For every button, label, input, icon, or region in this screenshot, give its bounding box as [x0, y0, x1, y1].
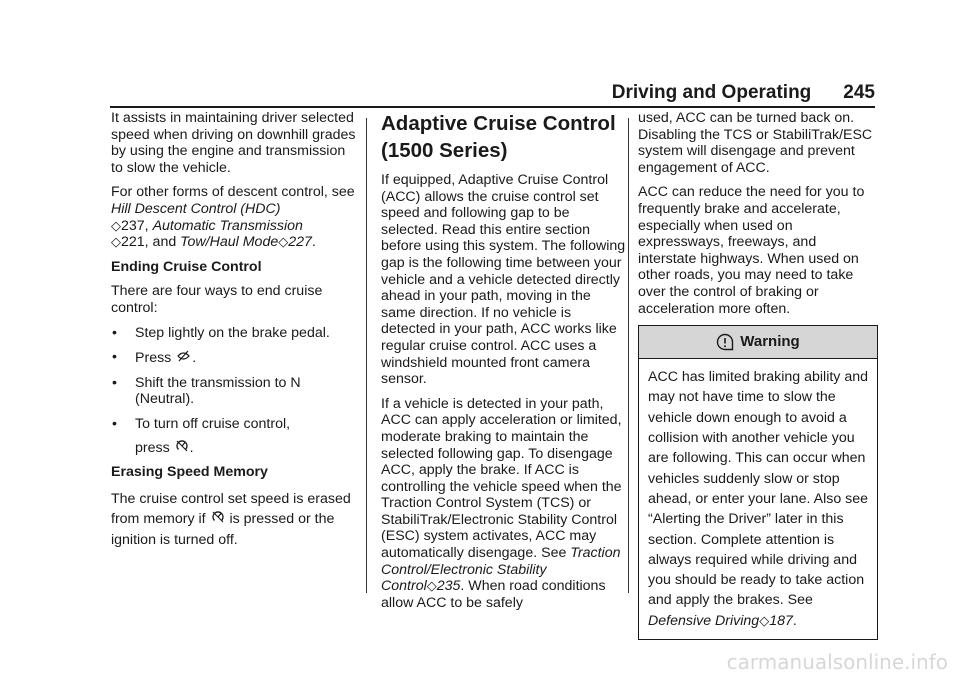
- acc-braking-paragraph: If a vehicle is detected in your path, ACC can apply acceleration or limited, moderate braking to maintain the selected following gap. To disengage ACC, apply the brake. If ACC is controlling the vehicle speed when the Traction Control System (TCS) or StabiliTrak/Electronic Stability Control (ESC) system activates, ACC may automatically disengage. See Traction Control/Electronic Stability Control◇235. When road conditions allow ACC to be safely: [381, 395, 622, 611]
- column-3: [638, 110, 878, 640]
- ending-cruise-heading: Ending Cruise Control: [111, 258, 262, 275]
- bullet-dot: •: [112, 374, 117, 391]
- warning-body: ACC has limited braking ability and may not have time to slow the vehicle down enough to avoid a collision with another vehicle you are following. This can occur when vehicles suddenly slow or stop ahead, or enter your lane. Also see “Alerting the Driver” later in this section. Complete attention is always required while driving and you should be ready to take action and apply the brakes. See Defensive Driving◇187.: [648, 369, 869, 629]
- column-2: [381, 110, 626, 619]
- page-ref-221: 221: [121, 234, 145, 251]
- link-traction-control[interactable]: Traction Control/Electronic Stability Control: [381, 545, 621, 595]
- column-divider-1: [366, 118, 367, 593]
- descent-paragraph: It assists in maintaining driver selected speed when driving on downhill grades by using the engine and transmission to slow the vehicle.: [111, 110, 356, 176]
- list-item: • Shift the transmission to N (Neutral).: [112, 374, 301, 408]
- ending-cruise-intro: There are four ways to end cruise control:: [111, 283, 323, 316]
- link-defensive-driving[interactable]: Defensive Driving: [648, 612, 760, 629]
- ref-symbol: ◇: [111, 234, 121, 250]
- section-title: Driving and Operating: [611, 82, 812, 103]
- list-item: • Press .: [112, 349, 197, 367]
- erasing-speed-paragraph: The cruise control set speed is erased from memory if is pressed or the ignition is turned off.: [111, 490, 351, 548]
- acc-reenable-paragraph: used, ACC can be turned back on. Disabling the TCS or StabiliTrak/ESC system will disengage and prevent engagement of ACC.: [638, 110, 873, 176]
- page-ref-227: 227: [288, 234, 312, 251]
- warning-box: [638, 325, 878, 640]
- ref-symbol: ◇: [278, 234, 289, 250]
- bullet-dot: •: [112, 324, 117, 341]
- acc-benefit-paragraph: ACC can reduce the need for you to frequently brake and accelerate, especially when used on expressways, freeways, and interstate highways. When used on other roads, you may need to take over the control of braking or acceleration more often.: [638, 184, 865, 317]
- page-ref-235: 235: [436, 578, 461, 595]
- column-1: [111, 110, 356, 558]
- watermark: carmanualsonline.info: [726, 650, 948, 674]
- warning-header: [639, 326, 877, 359]
- link-automatic-transmission[interactable]: Automatic Transmission: [152, 217, 303, 234]
- link-tow-haul-mode[interactable]: Tow/Haul Mode: [180, 234, 279, 251]
- link-hill-descent-control[interactable]: Hill Descent Control (HDC): [111, 200, 281, 217]
- page-ref-187: 187: [769, 612, 793, 629]
- list-item: • Step lightly on the brake pedal.: [112, 324, 330, 341]
- cruise-control-icon: [211, 510, 225, 524]
- column-divider-2: [628, 118, 629, 593]
- ref-symbol: ◇: [759, 612, 770, 628]
- warning-title: Warning: [740, 332, 800, 350]
- page-header: [110, 80, 875, 108]
- bullet-dot: •: [112, 349, 117, 366]
- page-number: 245: [843, 82, 875, 103]
- section-heading: Adaptive Cruise Control (1500 Series): [381, 112, 616, 162]
- erasing-speed-heading: Erasing Speed Memory: [111, 464, 268, 481]
- acc-intro-paragraph: If equipped, Adaptive Cruise Control (ACC) allows the cruise control set speed and following gap to be selected. Read this entire section before using this system. The following gap is the following time between your vehicle and a vehicle detected directly ahead in your path, moving in the same direction. If no vehicle is detected in your path, ACC works like regular cruise control. ACC uses a windshield mounted front camera sensor.: [381, 172, 626, 388]
- cruise-control-icon: [175, 439, 189, 453]
- bullet-dot: •: [112, 415, 117, 432]
- descent-control-refs: For other forms of descent control, see Hill Descent Control (HDC) ◇237, Automatic Transmission ◇221, and Tow/Haul Mode◇227.: [111, 184, 355, 251]
- list-item: • To turn off cruise control, press .: [112, 415, 291, 456]
- page-ref-237: 237: [121, 217, 145, 234]
- cancel-cruise-icon: [176, 349, 191, 363]
- ref-symbol: ◇: [111, 217, 121, 233]
- ref-symbol: ◇: [426, 578, 437, 594]
- warning-icon: [716, 333, 734, 351]
